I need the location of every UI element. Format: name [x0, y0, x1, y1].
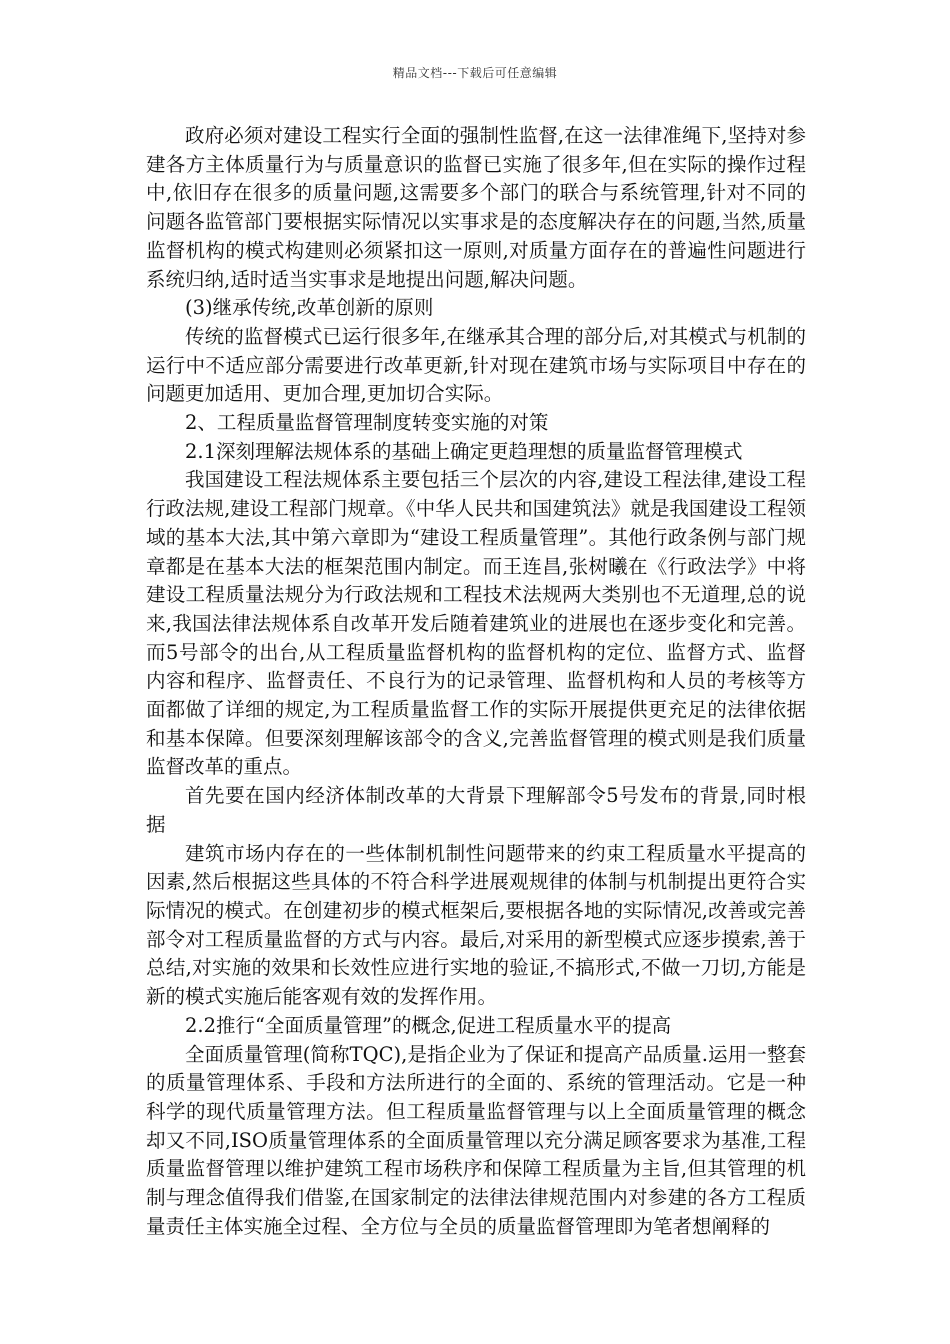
paragraph-supervision-principle: 政府必须对建设工程实行全面的强制性监督,在这一法律准绳下,坚持对参建各方主体质量行为与质量意识的监督已实施了很多年,但在实际的操作过程中,依旧存在很多的质量问题,这需要多个部门的联合与系统管理,针对不同的问题各监管部门要根据实际情况以实事求是的态度解决存在的问题,当然,质量监督机构的模式构建则必须紧扣这一原则,对质量方面存在的普遍性问题进行系统归纳,适时适当实事求是地提出问题,解决问题。 [146, 124, 806, 291]
heading-inherit-innovate: (3)继承传统,改革创新的原则 [185, 296, 434, 320]
paragraph-market-issues: 建筑市场内存在的一些体制机制性问题带来的约束工程质量水平提高的因素,然后根据这些具体的不符合科学进展观规律的体制与机制提出更符合实际情况的模式。在创建初步的模式框架后,要根据各地的实际情况,改善或完善部令对工程质量监督的方式与内容。最后,对采用的新型模式应逐步摸索,善于总结,对实施的效果和长效性应进行实地的验证,不搞形式,不做一刀切,方能是新的模式实施后能客观有效的发挥作用。 [146, 841, 806, 1009]
paragraph-traditional-mode: 传统的监督模式已运行很多年,在继承其合理的部分后,对其模式与机制的运行中不适应部分需要进行改革更新,针对现在建筑市场与实际项目中存在的问题更加适用、更加合理,更加切合实际。 [146, 324, 806, 406]
page-header: 精品文档---下载后可任意编辑 [392, 66, 558, 80]
paragraph-legal-system: 我国建设工程法规体系主要包括三个层次的内容,建设工程法律,建设工程行政法规,建设工程部门规章。《中华人民共和国建筑法》就是我国建设工程领域的基本大法,其中第六章即为“建设工程质量管理”。其他行政条例与部门规章都是在基本大法的框架范围内制定。而王连昌,张树曦在《行政法学》中将建设工程质量法规分为行政法规和工程技术法规两大类别也不无道理,总的说来,我国法律法规体系自改革开发后随着建筑业的进展也在逐步变化和完善。而5号部令的出台,从工程质量监督机构的监督机构的定位、监督方式、监督内容和程序、监督责任、不良行为的记录管理、监督机构和人员的考核等方面都做了详细的规定,为工程质量监督工作的实际开展提供更充足的法律依据和基本保障。但要深刻理解该部令的含义,完善监督管理的模式则是我们质量监督改革的重点。 [146, 468, 806, 779]
heading-section-2-1: 2.1深刻理解法规体系的基础上确定更趋理想的质量监督管理模式 [185, 439, 743, 463]
document-body [146, 122, 806, 1241]
heading-section-2: 2、工程质量监督管理制度转变实施的对策 [185, 411, 549, 435]
paragraph-background: 首先要在国内经济体制改革的大背景下理解部令5号发布的背景,同时根据 [146, 784, 806, 836]
paragraph-tqc: 全面质量管理(简称TQC),是指企业为了保证和提高产品质量.运用一整套的质量管理体系、手段和方法所进行的全面的、系统的管理活动。它是一种科学的现代质量管理方法。但工程质量监督管理与以上全面质量管理的概念却又不同,ISO质量管理体系的全面质量管理以充分满足顾客要求为基准,工程质量监督管理以维护建筑工程市场秩序和保障工程质量为主旨,但其管理的机制与理念值得我们借鉴,在国家制定的法律法律规范围内对参建的各方工程质量责任主体实施全过程、全方位与全员的质量监督管理即为笔者想阐释的 [146, 1042, 806, 1238]
heading-section-2-2: 2.2推行“全面质量管理”的概念,促进工程质量水平的提高 [185, 1013, 672, 1037]
